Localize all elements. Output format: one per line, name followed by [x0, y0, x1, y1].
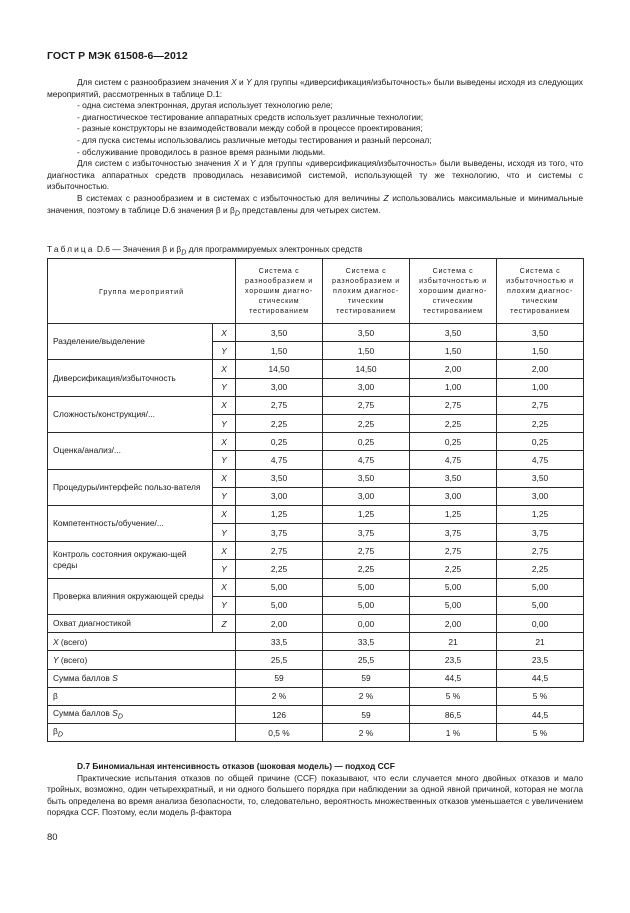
value-cell: 3,00 — [323, 378, 410, 396]
value-cell: 1 % — [410, 724, 497, 742]
value-cell: 2,75 — [497, 542, 584, 560]
value-cell: 1,25 — [497, 505, 584, 523]
value-cell: 2,25 — [236, 560, 323, 578]
summary-label: X — [53, 636, 59, 647]
value-cell: 44,5 — [410, 669, 497, 687]
value-cell: 0,25 — [497, 433, 584, 451]
summary-label-cell — [48, 633, 236, 651]
value-cell: 3,50 — [497, 324, 584, 342]
value-cell: 2 % — [323, 687, 410, 705]
variable-cell: X — [213, 433, 236, 451]
value-cell: 3,00 — [236, 378, 323, 396]
summary-label-variable: S — [112, 708, 118, 719]
summary-row — [48, 651, 584, 669]
caption-text: для программируемых электронных средств — [186, 244, 363, 254]
value-cell: 5,00 — [410, 578, 497, 596]
value-cell: 3,50 — [236, 469, 323, 487]
summary-label-cell — [48, 669, 236, 687]
value-cell: 2,25 — [323, 414, 410, 432]
value-cell: 5,00 — [323, 596, 410, 614]
value-cell: 25,5 — [323, 651, 410, 669]
group-name-cell: Охват диагностикой — [48, 615, 213, 633]
variable-x: X — [233, 158, 240, 169]
group-name-cell: Компетентность/обучение/... — [48, 505, 213, 541]
table-row — [48, 360, 584, 378]
variable-cell: X — [213, 578, 236, 596]
summary-row — [48, 687, 584, 705]
data-table — [47, 258, 584, 742]
summary-label-variable: S — [112, 673, 118, 684]
summary-label: Сумма баллов — [53, 673, 113, 684]
value-cell: 1,50 — [236, 342, 323, 360]
value-cell: 126 — [236, 705, 323, 723]
table-row — [48, 324, 584, 342]
value-cell: 1,50 — [497, 342, 584, 360]
group-name-cell: Оценка/анализ/... — [48, 433, 213, 469]
value-cell: 4,75 — [236, 451, 323, 469]
value-cell: 0,00 — [497, 615, 584, 633]
group-name-cell: Диверсификация/избыточность — [48, 360, 213, 396]
variable-cell: X — [213, 396, 236, 414]
value-cell: 86,5 — [410, 705, 497, 723]
value-cell: 3,50 — [323, 469, 410, 487]
value-cell: 2,25 — [497, 414, 584, 432]
value-cell: 0,00 — [323, 615, 410, 633]
subscript: D — [117, 713, 123, 721]
column-header: Система с избыточностью и хорошим диагно-стическим тестированием — [410, 259, 497, 324]
value-cell: 59 — [323, 669, 410, 687]
value-cell: 2,00 — [236, 615, 323, 633]
table-row — [48, 396, 584, 414]
section-d7 — [47, 761, 583, 819]
variable-cell: Y — [213, 451, 236, 469]
group-name-cell: Разделение/выделение — [48, 324, 213, 360]
value-cell: 0,25 — [323, 433, 410, 451]
variable-x: X — [231, 77, 237, 87]
column-header: Система с разнообразием и плохим диагнос-тическим тестированием — [323, 259, 410, 324]
summary-row — [48, 724, 584, 742]
summary-label: β — [53, 691, 58, 702]
value-cell: 4,75 — [410, 451, 497, 469]
variable-cell: Y — [213, 524, 236, 542]
intro-paragraph-2 — [47, 158, 583, 193]
value-cell: 21 — [410, 633, 497, 651]
text-fragment: и — [236, 77, 247, 87]
summary-label-suffix: (всего) — [58, 636, 88, 647]
value-cell: 5,00 — [410, 596, 497, 614]
summary-label: β — [53, 726, 58, 737]
bullet-item: - одна система электронная, другая использует технологию реле; — [77, 100, 333, 111]
value-cell: 2,75 — [410, 542, 497, 560]
value-cell: 3,75 — [410, 524, 497, 542]
subscript: D — [181, 249, 187, 257]
variable-cell: X — [213, 324, 236, 342]
caption-label: Таблица — [47, 244, 95, 254]
bullet-item: - разные конструкторы не взаимодействовали между собой в процессе проектирования; — [77, 123, 423, 134]
document-header: ГОСТ Р МЭК 61508-6—2012 — [47, 50, 188, 62]
table-header-row — [48, 259, 584, 324]
value-cell: 33,5 — [323, 633, 410, 651]
value-cell: 2,75 — [410, 396, 497, 414]
value-cell: 3,50 — [236, 324, 323, 342]
summary-label-suffix: (всего) — [58, 654, 88, 665]
table-body — [48, 324, 584, 742]
summary-label: Сумма баллов — [53, 708, 113, 719]
value-cell: 14,50 — [236, 360, 323, 378]
variable-cell: Y — [213, 378, 236, 396]
table-row — [48, 578, 584, 596]
caption-text: D.6 — Значения β и β — [94, 244, 182, 254]
table-caption — [47, 244, 362, 257]
text-fragment: Для систем с избыточностью значения — [77, 158, 234, 169]
value-cell: 44,5 — [497, 705, 584, 723]
summary-label-cell — [48, 687, 236, 705]
summary-label-cell — [48, 724, 236, 742]
value-cell: 5,00 — [323, 578, 410, 596]
subscript: D — [57, 732, 63, 740]
summary-label-cell — [48, 705, 236, 723]
summary-row — [48, 669, 584, 687]
value-cell: 3,50 — [410, 469, 497, 487]
page-number: 80 — [47, 832, 58, 843]
value-cell: 1,00 — [497, 378, 584, 396]
intro-paragraph-3 — [47, 193, 583, 220]
value-cell: 1,25 — [236, 505, 323, 523]
bullet-item: - обслуживание проводилось в разное время разными людьми. — [77, 146, 326, 157]
value-cell: 2,75 — [497, 396, 584, 414]
text-fragment: представлены для четырех систем. — [239, 204, 381, 215]
value-cell: 2,00 — [410, 615, 497, 633]
text-fragment: для группы «диверсификация/избыточность» были выведены, исходя из того, что диагностика аппаратных средств проводилась независимой системой, использующей ту же технологию, что и системы с избыточностью. — [47, 158, 583, 192]
value-cell: 3,75 — [497, 524, 584, 542]
bullet-item: - для пуска системы использовались различные методы тестирования и разный персонал; — [77, 134, 432, 145]
value-cell: 2,25 — [323, 560, 410, 578]
value-cell: 59 — [236, 669, 323, 687]
summary-row — [48, 633, 584, 651]
value-cell: 44,5 — [497, 669, 584, 687]
value-cell: 2,75 — [236, 542, 323, 560]
table-row — [48, 505, 584, 523]
value-cell: 2,25 — [497, 560, 584, 578]
value-cell: 59 — [323, 705, 410, 723]
summary-row — [48, 705, 584, 723]
group-name-cell: Проверка влияния окружающей среды — [48, 578, 213, 614]
group-name-cell: Контроль состояния окружаю-щей среды — [48, 542, 213, 578]
value-cell: 2 % — [236, 687, 323, 705]
value-cell: 0,25 — [236, 433, 323, 451]
variable-z: Z — [383, 192, 389, 203]
value-cell: 21 — [497, 633, 584, 651]
variable-y: Y — [246, 77, 252, 87]
table-row — [48, 615, 584, 633]
value-cell: 2,75 — [323, 542, 410, 560]
table-row — [48, 542, 584, 560]
intro-text — [47, 77, 583, 220]
section-body: Практические испытания отказов по общей причине (CCF) показывают, что если случается много двойных отказов и мало тройных, возможно, один четырехкратный, и ни одного большего порядка при наблюдении за одной явной причиной, которая не могла быть определена во время анализа безопасности, то, следовательно, вероятность множественных отказов уменьшается с увеличением порядка CCF. Поэтому, если модель β-фактора — [47, 772, 583, 818]
text-fragment: В системах с разнообразием и в системах с избыточностью для величины — [77, 192, 384, 203]
column-header: Система с избыточностью и плохим диагнос-тическим тестированием — [497, 259, 584, 324]
variable-cell: Y — [213, 596, 236, 614]
value-cell: 3,75 — [236, 524, 323, 542]
value-cell: 1,25 — [410, 505, 497, 523]
column-header: Система с разнообразием и хорошим диагно-стическим тестированием — [236, 259, 323, 324]
value-cell: 1,50 — [323, 342, 410, 360]
value-cell: 5 % — [497, 724, 584, 742]
value-cell: 2,75 — [323, 396, 410, 414]
value-cell: 5,00 — [236, 578, 323, 596]
variable-cell: X — [213, 505, 236, 523]
variable-cell: X — [213, 542, 236, 560]
value-cell: 33,5 — [236, 633, 323, 651]
value-cell: 5 % — [410, 687, 497, 705]
section-title: D.7 Биномиальная интенсивность отказов (шоковая модель) — подход CCF — [77, 761, 395, 771]
value-cell: 2,25 — [410, 414, 497, 432]
text-fragment: и — [239, 158, 250, 169]
variable-cell: Y — [213, 560, 236, 578]
value-cell: 0,5 % — [236, 724, 323, 742]
value-cell: 2,25 — [410, 560, 497, 578]
value-cell: 2,25 — [236, 414, 323, 432]
variable-cell: Y — [213, 487, 236, 505]
value-cell: 5,00 — [497, 596, 584, 614]
value-cell: 0,25 — [410, 433, 497, 451]
value-cell: 2,75 — [236, 396, 323, 414]
variable-cell: Z — [213, 615, 236, 633]
intro-paragraph-1 — [47, 77, 583, 100]
value-cell: 3,00 — [236, 487, 323, 505]
value-cell: 14,50 — [323, 360, 410, 378]
value-cell: 2 % — [323, 724, 410, 742]
table-row — [48, 469, 584, 487]
value-cell: 5,00 — [497, 578, 584, 596]
value-cell: 3,00 — [323, 487, 410, 505]
variable-cell: Y — [213, 342, 236, 360]
group-header: Группа мероприятий — [48, 259, 236, 324]
value-cell: 2,00 — [410, 360, 497, 378]
summary-label: Y — [53, 654, 59, 665]
value-cell: 3,75 — [323, 524, 410, 542]
variable-cell: X — [213, 360, 236, 378]
value-cell: 2,00 — [497, 360, 584, 378]
value-cell: 3,50 — [410, 324, 497, 342]
variable-cell: X — [213, 469, 236, 487]
value-cell: 1,25 — [323, 505, 410, 523]
bullet-item: - диагностическое тестирование аппаратных средств использует различные технологии; — [77, 111, 424, 122]
group-name-cell: Сложность/конструкция/... — [48, 396, 213, 432]
value-cell: 23,5 — [410, 651, 497, 669]
value-cell: 4,75 — [323, 451, 410, 469]
value-cell: 5 % — [497, 687, 584, 705]
value-cell: 4,75 — [497, 451, 584, 469]
variable-y: Y — [249, 158, 256, 169]
text-fragment: для группы «диверсификация/избыточность» были выведены исходя из следующих мероприятий, рассмотренных в таблице D.1: — [47, 77, 583, 99]
value-cell: 3,00 — [497, 487, 584, 505]
value-cell: 25,5 — [236, 651, 323, 669]
group-name-cell: Процедуры/интерфейс пользо-вателя — [48, 469, 213, 505]
value-cell: 23,5 — [497, 651, 584, 669]
value-cell: 3,00 — [410, 487, 497, 505]
text-fragment: Для систем с разнообразием значения — [77, 77, 232, 87]
value-cell: 3,50 — [323, 324, 410, 342]
variable-cell: Y — [213, 414, 236, 432]
table-row — [48, 433, 584, 451]
value-cell: 1,00 — [410, 378, 497, 396]
value-cell: 1,50 — [410, 342, 497, 360]
value-cell: 3,50 — [497, 469, 584, 487]
summary-label-cell — [48, 651, 236, 669]
value-cell: 5,00 — [236, 596, 323, 614]
subscript: D — [234, 210, 240, 218]
text-fragment: использовались максимальные и минимальные значения, поэтому в таблице D.6 значения β и β — [47, 192, 584, 215]
